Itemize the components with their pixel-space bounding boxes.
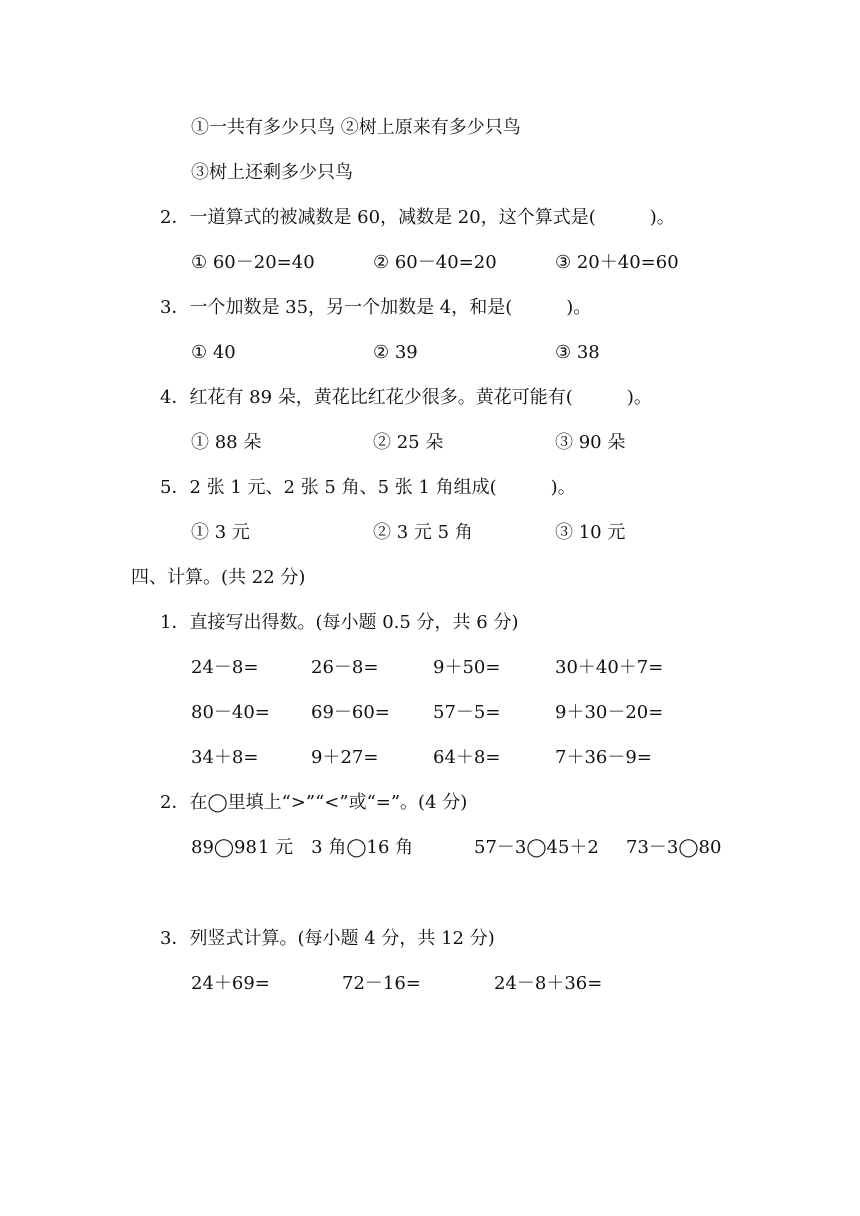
q2-option-2: ② 60－40=20 xyxy=(373,252,497,273)
calc-item: 69－60= xyxy=(311,702,390,723)
vertical-calc-item: 72－16= xyxy=(342,973,421,994)
part-1-stem: 1．直接写出得数。(每小题 0.5 分，共 6 分) xyxy=(160,612,519,633)
calc-item: 57－5= xyxy=(433,702,501,723)
compare-item: 73－3◯80 xyxy=(626,837,722,858)
calc-item: 80－40= xyxy=(191,702,270,723)
q4-option-1: ① 88 朵 xyxy=(191,432,262,453)
calc-item: 9＋50= xyxy=(433,657,501,678)
vertical-calc-item: 24－8＋36= xyxy=(494,973,603,994)
part-2-stem: 2．在◯里填上“>”“<”或“=”。(4 分) xyxy=(160,792,468,813)
q4-option-2: ② 25 朵 xyxy=(373,432,444,453)
q2-option-3: ③ 20＋40=60 xyxy=(555,252,679,273)
question-2-stem: 2．一道算式的被减数是 60，减数是 20，这个算式是( )。 xyxy=(160,207,675,228)
q3-option-2: ② 39 xyxy=(373,342,418,363)
q5-option-2: ② 3 元 5 角 xyxy=(373,522,473,543)
compare-item: 57－3◯45＋2 xyxy=(474,837,599,858)
calc-item: 64＋8= xyxy=(433,747,501,768)
calc-item: 34＋8= xyxy=(191,747,259,768)
question-5-stem: 5．2 张 1 元、2 张 5 角、5 张 1 角组成( )。 xyxy=(160,477,576,498)
q3-option-1: ① 40 xyxy=(191,342,236,363)
q4-option-3: ③ 90 朵 xyxy=(555,432,626,453)
q3-option-3: ③ 38 xyxy=(555,342,600,363)
calc-item: 9＋30－20= xyxy=(555,702,664,723)
q5-option-3: ③ 10 元 xyxy=(555,522,626,543)
q5-option-1: ① 3 元 xyxy=(191,522,250,543)
q2-option-1: ① 60－20=40 xyxy=(191,252,315,273)
q1-options-line1: ①一共有多少只鸟 ②树上原来有多少只鸟 xyxy=(191,117,521,138)
calc-item: 26－8= xyxy=(311,657,379,678)
calc-item: 24－8= xyxy=(191,657,259,678)
calc-item: 7＋36－9= xyxy=(555,747,652,768)
compare-item: 1 元 3 角◯16 角 xyxy=(258,837,414,858)
compare-item: 89◯98 xyxy=(191,837,257,858)
calc-item: 30＋40＋7= xyxy=(555,657,664,678)
vertical-calc-item: 24＋69= xyxy=(191,973,270,994)
section-4-heading: 四、计算。(共 22 分) xyxy=(131,567,306,588)
question-3-stem: 3．一个加数是 35，另一个加数是 4，和是( )。 xyxy=(160,297,592,318)
part-3-stem: 3．列竖式计算。(每小题 4 分，共 12 分) xyxy=(160,928,495,949)
question-4-stem: 4．红花有 89 朵，黄花比红花少很多。黄花可能有( )。 xyxy=(160,387,652,408)
calc-item: 9＋27= xyxy=(311,747,379,768)
q1-options-line2: ③树上还剩多少只鸟 xyxy=(191,162,353,183)
